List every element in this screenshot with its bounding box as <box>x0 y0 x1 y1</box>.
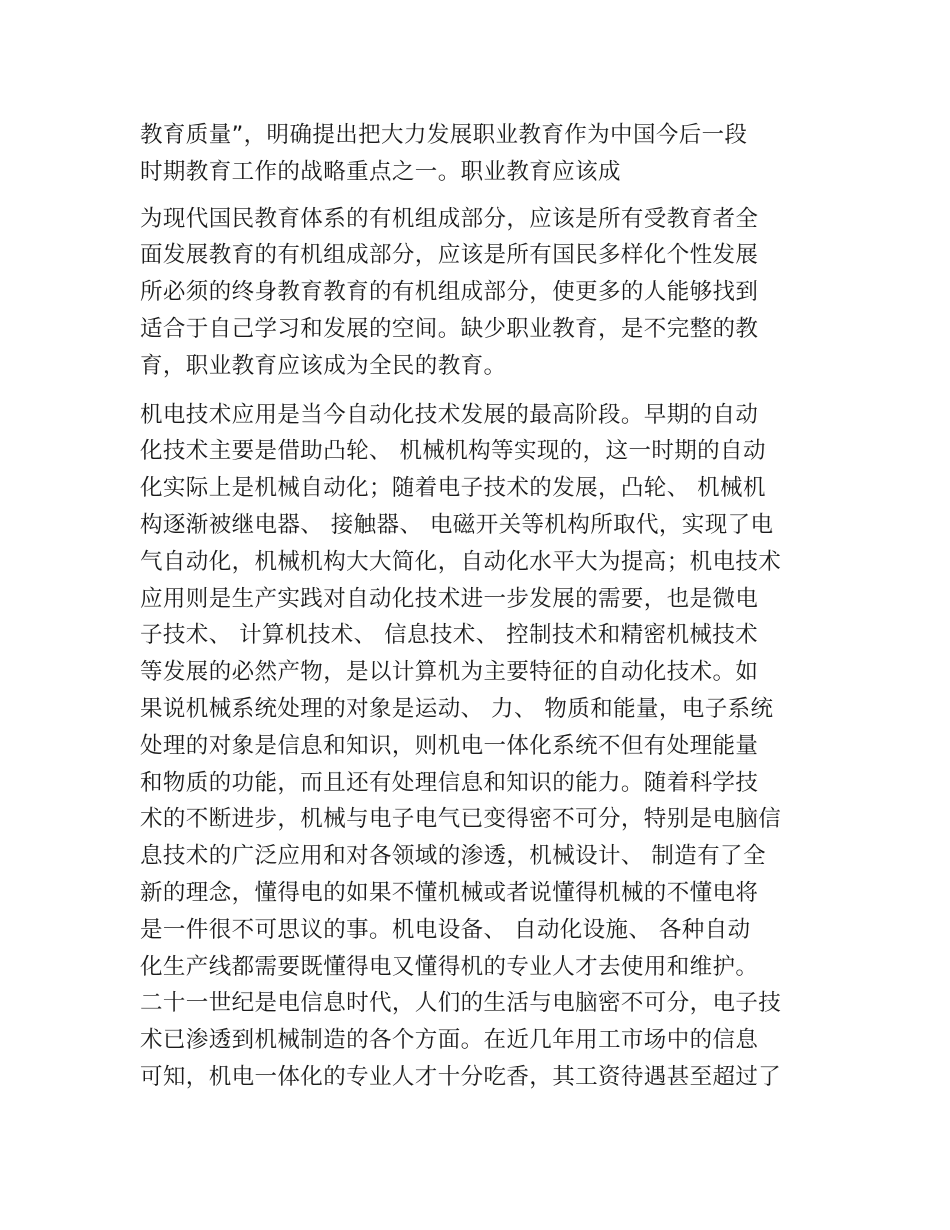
text-line: 等发展的必然产物，是以计算机为主要特征的自动化技术。如 <box>140 659 759 686</box>
paragraph-1 <box>140 117 812 191</box>
text-line: 时期教育工作的战略重点之一。职业教育应该成 <box>140 158 621 185</box>
text-line: 教育质量”，明确提出把大力发展职业教育作为中国今后一段 <box>140 122 748 148</box>
text-line: 面发展教育的有机组成部分，应该是所有国民多样化个性发展 <box>140 242 759 269</box>
text-line: 化生产线都需要既懂得电又懂得机的专业人才去使用和维护。 <box>140 953 759 980</box>
paragraph-3 <box>140 397 812 1096</box>
text-line: 应用则是生产实践对自动化技术进一步发展的需要，也是微电 <box>140 585 759 612</box>
text-line: 处理的对象是信息和知识，则机电一体化系统不但有处理能量 <box>140 732 759 759</box>
text-line: 子技术、 计算机技术、 信息技术、 控制技术和精密机械技术 <box>140 622 759 649</box>
text-line: 是一件很不可思议的事。机电设备、 自动化设施、 各种自动 <box>140 916 751 943</box>
text-line: 育，职业教育应该成为全民的教育。 <box>140 352 507 379</box>
text-line: 息技术的广泛应用和对各领域的渗透，机械设计、 制造有了全 <box>140 843 766 870</box>
text-line: 和物质的功能，而且还有处理信息和知识的能力。随着科学技 <box>140 769 759 796</box>
paragraph-gap <box>140 385 812 397</box>
text-line: 果说机械系统处理的对象是运动、 力、 物质和能量，电子系统 <box>140 695 774 722</box>
text-line: 化技术主要是借助凸轮、 机械机构等实现的，这一时期的自动 <box>140 438 766 465</box>
text-line: 术已渗透到机械制造的各个方面。在近几年用工市场中的信息 <box>140 1027 759 1054</box>
document-page <box>140 117 812 1096</box>
paragraph-2 <box>140 201 812 385</box>
text-line: 二十一世纪是电信息时代，人们的生活与电脑密不可分，电子技 <box>140 990 782 1017</box>
text-line: 可知，机电一体化的专业人才十分吃香，其工资待遇甚至超过了 <box>140 1063 782 1090</box>
text-line: 构逐渐被继电器、 接触器、 电磁开关等机构所取代，实现了电 <box>140 511 774 538</box>
text-line: 新的理念，懂得电的如果不懂机械或者说懂得机械的不懂电将 <box>140 879 759 906</box>
paragraph-gap <box>140 191 812 201</box>
text-line: 化实际上是机械自动化；随着电子技术的发展，凸轮、 机械机 <box>140 475 766 502</box>
text-line: 术的不断进步，机械与电子电气已变得密不可分，特别是电脑信 <box>140 806 782 833</box>
text-line: 适合于自己学习和发展的空间。缺少职业教育，是不完整的教 <box>140 315 759 342</box>
text-line: 机电技术应用是当今自动化技术发展的最高阶段。早期的自动 <box>140 401 759 428</box>
text-line: 为现代国民教育体系的有机组成部分，应该是所有受教育者全 <box>140 205 759 232</box>
text-line: 气自动化，机械机构大大简化，自动化水平大为提高；机电技术 <box>140 548 782 575</box>
text-line: 所必须的终身教育教育的有机组成部分，使更多的人能够找到 <box>140 279 759 306</box>
